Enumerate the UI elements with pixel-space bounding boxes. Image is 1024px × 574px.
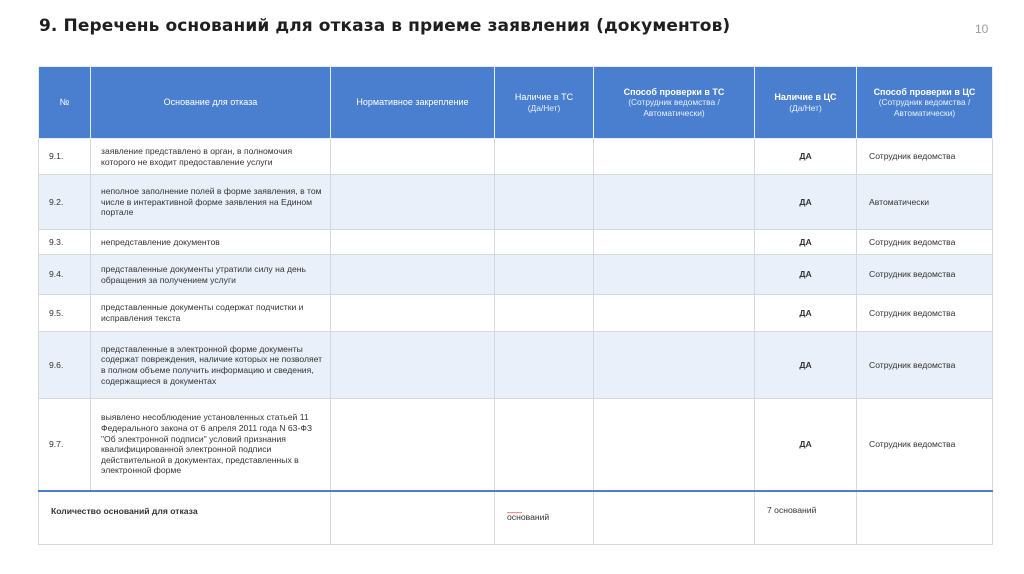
row-ts-method bbox=[594, 175, 755, 230]
total-ts-value: оснований bbox=[507, 511, 550, 522]
total-label: Количество оснований для отказа bbox=[39, 491, 331, 545]
page-number: 10 bbox=[975, 22, 989, 36]
row-ts-method bbox=[594, 399, 755, 491]
row-ts-presence bbox=[495, 399, 594, 491]
row-normative bbox=[331, 175, 495, 230]
header-ts-method-sub: (Сотрудник ведомства / Автоматически) bbox=[628, 97, 720, 118]
row-cs-presence: ДА bbox=[755, 139, 857, 175]
header-ts-presence-title: Наличие в ТС bbox=[514, 91, 574, 102]
row-ts-presence bbox=[495, 175, 594, 230]
row-cs-method: Сотрудник ведомства bbox=[857, 230, 993, 255]
row-ts-presence bbox=[495, 295, 594, 332]
header-ts-method-title: Способ проверки в ТС bbox=[623, 86, 725, 97]
row-cs-method: Автоматически bbox=[857, 175, 993, 230]
row-cs-method: Сотрудник ведомства bbox=[857, 332, 993, 399]
header-normative: Нормативное закрепление bbox=[331, 67, 495, 139]
table-row bbox=[39, 139, 993, 175]
total-ts-dash: ___ bbox=[507, 502, 523, 513]
header-cs-presence bbox=[755, 67, 857, 139]
row-num: 9.2. bbox=[39, 175, 91, 230]
slide-title: 9. Перечень оснований для отказа в приеме заявления (документов) bbox=[39, 16, 731, 36]
row-cs-method: Сотрудник ведомства bbox=[857, 399, 993, 491]
header-ts-presence bbox=[495, 67, 594, 139]
row-normative bbox=[331, 295, 495, 332]
row-ts-presence bbox=[495, 230, 594, 255]
row-cs-presence: ДА bbox=[755, 230, 857, 255]
row-num: 9.1. bbox=[39, 139, 91, 175]
header-ts-presence-sub: (Да/Нет) bbox=[527, 102, 561, 113]
row-ts-method bbox=[594, 230, 755, 255]
row-cs-presence: ДА bbox=[755, 255, 857, 295]
row-reason: представленные документы содержат подчистки и исправления текста bbox=[91, 295, 331, 332]
row-ts-method bbox=[594, 139, 755, 175]
total-normative bbox=[331, 491, 495, 545]
header-cs-presence-sub: (Да/Нет) bbox=[789, 102, 822, 113]
row-num: 9.7. bbox=[39, 399, 91, 491]
row-cs-method: Сотрудник ведомства bbox=[857, 139, 993, 175]
row-num: 9.5. bbox=[39, 295, 91, 332]
row-normative bbox=[331, 399, 495, 491]
row-reason: представленные документы утратили силу на день обращения за получением услуги bbox=[91, 255, 331, 295]
row-normative bbox=[331, 139, 495, 175]
row-reason: непредставление документов bbox=[91, 230, 331, 255]
header-reason: Основание для отказа bbox=[91, 67, 331, 139]
row-num: 9.4. bbox=[39, 255, 91, 295]
row-num: 9.3. bbox=[39, 230, 91, 255]
row-cs-presence: ДА bbox=[755, 295, 857, 332]
row-cs-method: Сотрудник ведомства bbox=[857, 295, 993, 332]
total-cs-value: 7 оснований bbox=[755, 491, 857, 545]
table-row bbox=[39, 230, 993, 255]
row-reason: неполное заполнение полей в форме заявления, в том числе в интерактивной форме заявления на Едином портале bbox=[91, 175, 331, 230]
row-ts-method bbox=[594, 295, 755, 332]
row-ts-presence bbox=[495, 332, 594, 399]
total-ts bbox=[495, 491, 594, 545]
row-normative bbox=[331, 255, 495, 295]
table-row bbox=[39, 332, 993, 399]
row-cs-presence: ДА bbox=[755, 399, 857, 491]
header-num: № bbox=[39, 67, 91, 139]
table-row bbox=[39, 295, 993, 332]
table-row bbox=[39, 175, 993, 230]
row-normative bbox=[331, 332, 495, 399]
row-reason: представленные в электронной форме документы содержат повреждения, наличие которых не позволяет в полном объеме получить информацию и сведения, содержащиеся в документах bbox=[91, 332, 331, 399]
header-ts-method bbox=[594, 67, 755, 139]
row-reason: выявлено несоблюдение установленных статьей 11 Федерального закона от 6 апреля 2011 года N 63-ФЗ "Об электронной подписи" условий признания квалифицированной электронной подписи действительной в документах, представленных в электронной форме bbox=[91, 399, 331, 491]
row-ts-method bbox=[594, 332, 755, 399]
header-cs-method bbox=[857, 67, 993, 139]
table-row bbox=[39, 255, 993, 295]
row-ts-method bbox=[594, 255, 755, 295]
total-cs-method bbox=[857, 491, 993, 545]
row-ts-presence bbox=[495, 139, 594, 175]
total-row bbox=[39, 491, 993, 545]
row-num: 9.6. bbox=[39, 332, 91, 399]
header-cs-presence-title: Наличие в ЦС bbox=[774, 91, 837, 102]
row-cs-presence: ДА bbox=[755, 332, 857, 399]
row-cs-presence: ДА bbox=[755, 175, 857, 230]
header-cs-method-title: Способ проверки в ЦС bbox=[873, 86, 976, 97]
refusal-reasons-table bbox=[38, 66, 993, 545]
header-cs-method-sub: (Сотрудник ведомства / Автоматически) bbox=[878, 97, 971, 118]
row-ts-presence bbox=[495, 255, 594, 295]
table-row bbox=[39, 399, 993, 491]
row-reason: заявление представлено в орган, в полномочия которого не входит предоставление услуги bbox=[91, 139, 331, 175]
row-cs-method: Сотрудник ведомства bbox=[857, 255, 993, 295]
table-header-row bbox=[39, 67, 993, 139]
row-normative bbox=[331, 230, 495, 255]
total-ts-method bbox=[594, 491, 755, 545]
